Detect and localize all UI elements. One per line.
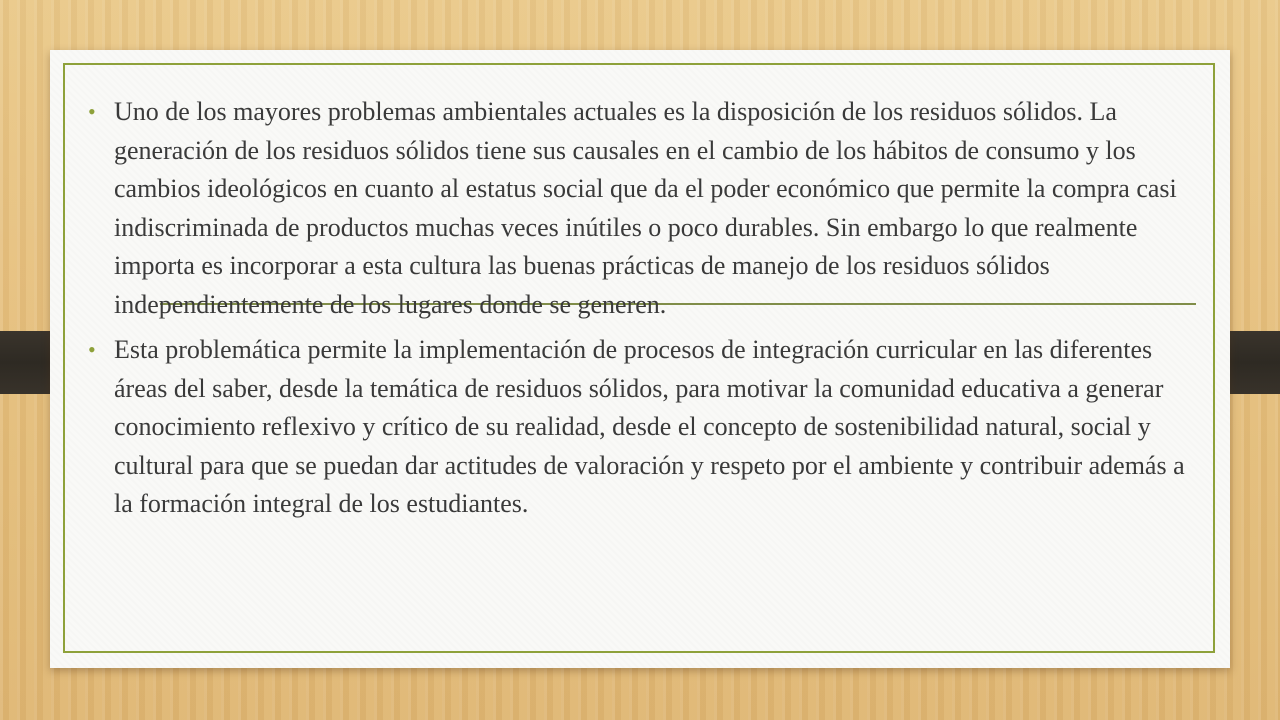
bullet-text-2: Esta problemática permite la implementación de procesos de integración curricular en las diferentes áreas del saber, desde la temática de residuos sólidos, para motivar la comunidad educativa a generar conocimiento reflexivo y crítico de su realidad, desde el concepto de sostenibilidad natural, social y cultural para que se puedan dar actitudes de valoración y respeto por el ambiente y contribuir además a la formación integral de los estudiantes. <box>114 335 1185 518</box>
bullet-item-1 <box>88 93 1198 324</box>
bullet-icon: • <box>88 337 96 362</box>
slide-card <box>50 50 1230 668</box>
bullet-item-2 <box>88 331 1198 524</box>
slide-content <box>88 93 1198 531</box>
bullet-icon: • <box>88 99 96 124</box>
bullet-text-1: Uno de los mayores problemas ambientales actuales es la disposición de los residuos sólidos. La generación de los residuos sólidos tiene sus causales en el cambio de los hábitos de consumo y los cambios ideológicos en cuanto al estatus social que da el poder económico que permite la compra casi indiscriminada de productos muchas veces inútiles o poco durables. Sin embargo lo que realmente importa es incorporar a esta cultura las buenas prácticas de manejo de los residuos sólidos independientemente de los lugares donde se generen. <box>114 97 1177 319</box>
